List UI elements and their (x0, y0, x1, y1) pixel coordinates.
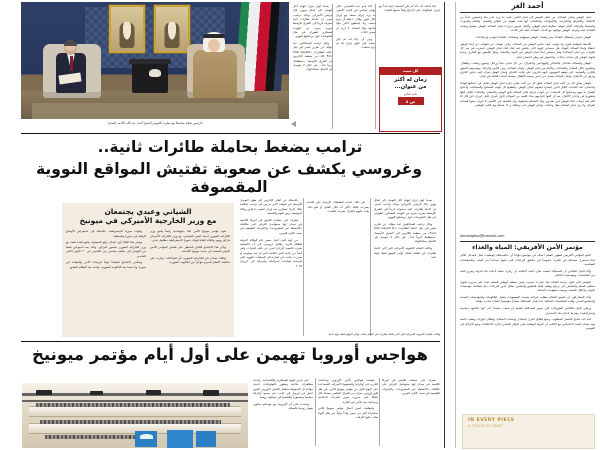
column-rule (375, 4, 376, 129)
bottom-column-3: تشرف على عمليات الجيش في أميركا اللاتينية في ميدان إنها ستتواصل التركيز على مكافحة «الأنشطة غير المشروعة» والإشراف الطبيعية في نصف الكرة الغربي. (382, 378, 440, 396)
portrait-frame-icon (154, 5, 190, 53)
opinion-byline: أحمد الغز (511, 2, 544, 10)
opinion-column (460, 2, 595, 448)
africa-article-title: مؤتمر الأمن الأفريقي: المياه والغذاء (472, 244, 583, 252)
photo-caption: الرئيس سلام مجتمعاً مع نظيره الكويتي الشيخ أحمد عبد الله الأحمد الصباح (107, 121, 203, 125)
promo-title-line1: زمان له أكثر (394, 76, 427, 83)
column-rule (370, 198, 371, 336)
opinion-rule-2 (460, 241, 595, 242)
photo-president-meeting (21, 2, 289, 119)
top-column-c: كما أضاف أنه «أنا لم تكن الصفقة جيدة جداً مع إيران، فسأواجه على الأرجح وفقاً صعبها للغاية». (379, 4, 440, 13)
opinion-rule (460, 12, 595, 13)
photo-munich-conference-hall (22, 383, 248, 448)
bottom-headline: هواجس أوروبا تهيمن على أول أيام مؤتمر ميونيخ (32, 345, 428, 364)
teaser-line: وقالت القيادة الجنوبية الأميركية التي أكبر حاملة طائرات في العالم تنقلت أوامر التوقع فقط جولة ثانية. (328, 333, 440, 336)
portrait-frame-icon (109, 5, 145, 53)
top-column-a: بعدما أنهار إيران لنهاية أجل التوصل إلى اتفاق نووي، قال الرئيس الأميركي دونالد ترامب، أمس، إن حاملة طائرات ثانية ستتوجه قريباً إلى الشرق الأوسط معززة بمزيد من التهديد العسكري لطهران في ظل التفاوضات حول برنامجها النووي. وقال ترامب للصحافيين عند سؤاله عن تقارير تشير إلى نقل حاملة الطائرات «USS Gerald R. Ford» من منطقة الكاريبي إلى الشرق الأوسط: «سنطلعك قريباً جداً... في خلال لا نفوصل إلى الاتفاق سنحتاجها». (293, 4, 333, 72)
sub-article-box (62, 203, 234, 337)
promo-author: نادية قباني (403, 91, 418, 96)
section-rule-right-thin (455, 2, 456, 448)
mid-column-3: بعدما أنهار إيران لنهاية أجل التوصل إلى اتفاق نووي، قال الرئيس الأميركي دونالد ترامب، أمس، إن حاملة طائرات ثانية ستتوجه قريباً إلى الشرق الأوسط معززة بمزيد من التهديد العسكري لطهران في ظل التفاوضات حول برنامجها النووي. وقال ترامب للصحافيين عند سؤاله عن تقارير تشير إلى نقل حاملة الطائرات «USS Gerald R. Ford» من منطقة الكاريبي إلى الشرق الأوسط: «سنطلعك قريباً جداً... في خلال لا نفوصل إلى الاتفاق سنحتاجها». وقالت القيادة الجنوبية الأميركية التي أكبر حاملة طائرات في العالم تنقلت أوامر التوقع فقط جولة ثانية. (374, 198, 436, 259)
promo-title-line2: من عنوان... (394, 83, 427, 90)
section-rule-right (444, 2, 445, 448)
promo-page-ref[interactable]: ص ٨ (398, 97, 424, 104)
ad-kicker: IN EVERY PIECE (468, 418, 515, 423)
sub-article-column-left: وقوات سوريا الديمقراطية، بالإضافة إلى استعراض الأوضاع الراهنة في سوريا والمنطقة. ويعتبر هذا اللقاء أول اتصال رفيع المستوى يجمع قيادة قسد مع وزير الخارجية السوري بحضور أميركي، وذلك بعد أسبوعين فقط من التوصل إلى تفاهم سياسي بين الجانبين في ٣٠ كانون الثاني الماضي. ويعكس الاجتماع اهتماماً دولياً لترتيبات الأمن والسيادة في سوريا، ولا سيما بعد الحكومة السورية، ولمدة بعد النظام السابق. (66, 229, 146, 269)
column-rule (332, 4, 333, 129)
advertisement-box[interactable] (462, 414, 595, 449)
mid-column-1: بالإضافة عن البحر الكاريبي إلى طول التوصل الأوسط في الوقت الذي يدرس فيه ترامب إمكانية اتخاذ إجراء عسكري ضد إيران حسب ما فابين وقالة أسوشيتد برس اليوم والجمعة. تشرف على عمليات الجيش في أميركا اللاتينية في ميدان إنها ستتواصل التركيز على مكافحة «الأنشطة غير المشروعة» والإشراف الطبيعية في نصف الكرة الغربي. من جهة ثانية، أشار سفير عام الوكالة الدولية للطاقة الذرية رافائيل غروسي، إلى أن «المعاينة تعترت بالنسبة لإيران» ليس عن ناحية الفترات، ولغز أيضاً من ناحية البنى التحتية التي لم تعد موجودة أو تضررت بجدة، في إشارة إلى المنشآت النووية التي تعرضت لهجمات إسرائيلية وأميركية في حزيران ٢٠٢٥. (240, 198, 302, 268)
lead-headline-1: ترامب يضغط بحاملة طائرات ثانية.. (97, 138, 363, 156)
sub-headline-line1: الشياني وعبدي يجتمعان (104, 207, 192, 216)
person-in-suit (55, 40, 89, 96)
column-rule (303, 198, 304, 336)
bottom-column-1: على تعزيز قوتها العسكرية والاقتصادية، وإعداد مظاهرات دفاعية وتطوير تكنولوجيات جديدة مؤكدة أن الضغوط ستجعل الجيش الأوروبي القوي جيش في أوروبا، إلى جانب دعم صمود أوكرانيا سياسياً ومستورياً والشعبياً في مواجهة روسيا. وشددت على أن الأوروبية مع موسكو ستنتهي بقبول روسيا بالسلام. (253, 378, 313, 411)
column-rule (315, 378, 316, 446)
sub-article-column-right: شهد مؤتمر ميونيخ للأمن لقاء دبلوماسيا رفيعاً يجمع وزير الخارجية السوري أسعد حسن الشيباني، مع وزير الخارجية الأميركي ماركو روبيو، والقائد العام لقوات سوريا الديمقراطية مظلوم عبدي. ويأتي هذا الاجتماع الثلاثي المنتظر على هامش المؤتمر الأمني الدولي المنعقد في مدينة ميونيخ الألمانية. وقالت مصادر في الخارجية السورية بأن المباحثات تركزت على مناقشة الاتفاق المبرم مؤخراً بين الحكومة السورية. (150, 229, 230, 265)
ad-subtext: A TOUCH OF CRAFT (468, 424, 504, 428)
lead-headline-2: وغروسي يكشف عن صعوبة تفتيش المواقع النووية المقصوفة (36, 160, 422, 196)
opinion-body: لبنان الوطن ولبنان الساحة، من لبنان الصغير إلى لبنان الكبير، قصة ما يزيد على مئة وخمسين عاماً من الاختلاف والافتراق والاحتراب، والاجتهادات والعلاقات، أنها قصة طويلة من النجاح والفشل، والحلم والصوت، والفضيلة والرذيلة، أجيال تتوقف محاولة لبنان الوطن، وأجيال تعرض مرارات لبنان الساحة، الوطن تسامح ومحبة، الساحة عنف وفرقة، الوطن مواجهة مع الذات، الساحة غلبة على الذات. الوطن عمران وانتظام، الساحة بيدر وفساد، الوطن مسؤولية ومساءلة، الساحة فوضى وارتجاعات. الأسئلة الوطنية كثيرة ولا جواب، كيف نحمي الوطن من الساحة، وحتى نتوقف عن التوقف عن أبناء الوطن خبطاء وإبناء الساحة أقوياء، هل سيماني اليوم الذي يتحقق فيه لقاء أبناء لبنان الوطن، لتقترب في سد كل الثغرات من لبنان الساحة؟ وهل سيمكن أبناء لبنان الوطن في التوبة والإنشاء، وفتح الجسور مع الخارج، وعدم تحويل الوطن إلى ساحة نزاعات، والانصهار في وطن الإنسان لبنان. الوطن والساحة بتحدثان بالتشاجر والهواجس والافتراق، من كل لبنان، نشأ ورجال وشيوخ وشباب وأطفال، ويتقلبون خلال المقابل والساعات، والأيام بين لبنان الوطن، ولبنان الساحة، وبين اليأس والرجاء، ويعصرهم الشعور بالحزن والسلبية، حتى يتوهم القومِيون بأنهم قادرون على تجديد الخداع، ولبنان الوطن يعرف كيف يداوي الجراح ويرفع عن الأعماق، ولبنان الساحة يفشل من تدمير سفينة الأطفال وبسط أسباب الحياة في لبنان. الوطن يعانق كل من أحب لبنان الساحة ثقلق كل من أحب لبنان، دائرة لبنان الوطن تحمل في أعماقها الوفاء والامتنان، لقد القامات الكبار الذين جسدوا إيمانهم بلبنان الوطن، وقطعوا كل أبواب التسامح والمصالحة، وأعادوا الغصار ما تفهم وسمحوا كل البعضات عن أبواب جرائم لبنان الساحة بحق الوطن والإنسان، والقامات الكبار قتلوا وتطوروا في وجدان الأجيال، بعد أن ألقوا التزامهم بنداء اللعبة من المهاجر الأول جبران خليل جبران حين قال أنا لكم لعبة أومات ابقاء الوطن لمن تعبدون، وإنا خاشعكم فسيلوم، وأن الحقيقة في الأقصى لا تعرف صفها الساعة العراق، ولا يزل لبنان الساحة بطل وجفاف، ولبنان الوطن حب وعطاء، و ١٤ شباط يوم الحب الوطني. (460, 15, 595, 107)
opinion-email[interactable]: ahmadghoz@hotmail.com (460, 234, 505, 239)
divider-rule (21, 133, 440, 134)
column-rule (379, 378, 380, 446)
promo-box[interactable] (379, 67, 442, 132)
top-column-b: كما تبدو عدة الخميس، خلال مؤتمر صحفي في البيت الأبيض، أنه يريد إبرام صفقة مع إيران خلال شهر، وقال: «علينا أن نبرم صفقة، ولا أستطيع الأمر مؤلا لقادتها مؤلا لقضايا، لا أريد أن يمضي ذلك». وبين أن «إذا أنه لم تكن صفقة، فلن تكون إيران إذا لم تبرم صفقة». (336, 4, 376, 50)
bottom-divider-rule (21, 341, 440, 342)
bottom-column-2: هيمنت هواجس الأمن الأوروبي وتداعيات الحرب في أوكرانيا والضغوط الأميركية المتصاعدة على اليوم الأول من مؤتمر ميونيخ للأمن، في ظل قلق أوروبي متزايد من المزاج العالمي بنسخة أقل اتفاقاً على ضرورة تعزيز القدرات الدفاعية ومراجعة بنية الأمن في القارة. وانطلقت أمس أعمال مؤتمر ميونيخ للأمن بمشاركة أكثر من ستين وفداً دولياً، في ظل أجواء يغلب عليها الترقب. (318, 378, 378, 420)
person-in-thobe (193, 32, 237, 98)
africa-article-body: اختتم المؤتمر الأفريقي لتطوير السلم أعماله في مواضيع مؤكداً أن «المصالحة الوطنية» تمثل المدخل الأكبر لبناء استقرار مستدام في القارة، خصوصاً في مناطق النزاعات التي تشهد تصاعداً في العنف والانقسامات السياسية. وأكد البيان الختامي أن المصالحة ليست مجرد أمنية أخلاقية، بل ركيزة عملية لإعادة بناء الدولة وتعزيز الثقة بين المجتمعات ومؤسسات الحكم. المؤتمر الذي تناول دراسة العلاقة عقد على يد مندوب رئيس منظمة أبوظبي للسلم، شدد على ضرورة تحويل مفاهيم السلم والتعايش إلى برامج وطنية قابلة للتطبيق والقياس، تعالج جذور النزاعات مثل هشاشة مؤسسات الدولة، واختلال التنمية، وضعف منظومات العدالة. وأكد المشاركون أن تحقيق السلام يتطلب شراكة متعددة المستويات تشمل الحكومات والمؤسسات المدنية والمجتمع المدني وقادة المجتمعات المحلية، بما يجعل المصالحة مساراً مؤسسياً دائماً لا مبادرة مؤقتة. ورفض البيان الختامي الطروحات التي تصور المصالحة كشعار أو ضعف، مشدداً على أنها «الجبهة سياسية واستراتيجية» وشرط لإعادة بناء الاستقرار. كما حدد ملامح المسار المطلوب، ومنها إطلاق القرار المتبادل وإنصاف الضحايا، وإطلاق حوارات وطنية جامعة تعيد صياغة العقد الاجتماعي مع الكاتب أن الدولة الوطنية تبقى الإطار الضامن لإدارة الاختلافات ومنع الانزلاق إلى الفوضى. (460, 253, 595, 330)
mid-column-2: إلى ذلك، حضت السلطات الإيرانية على التقدم بسرعة، قائلة «أكبر أنه خلال القليل أو نحو ذلك، يجب عليهم التحرك بسرعة للغاية». (307, 200, 369, 214)
sub-headline-line2: مع وزير الخارجية الأميركي في ميونيخ (79, 216, 217, 226)
promo-kicker: كل سبت (380, 68, 441, 75)
